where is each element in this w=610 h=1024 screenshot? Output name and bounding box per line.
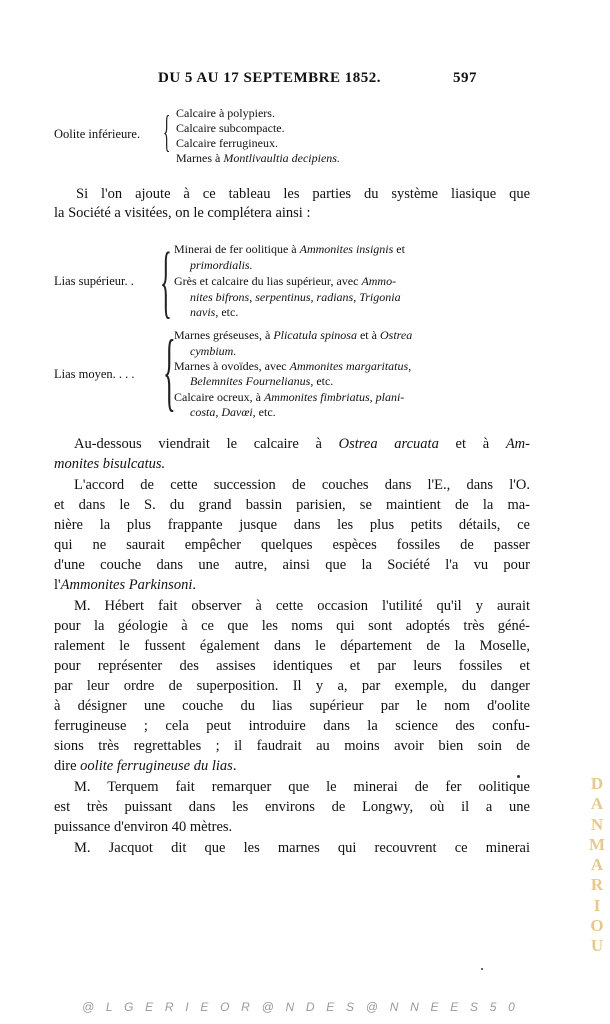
lias-moy-line: Marnes gréseuses, à Plicatula spinosa et à Ostrea (174, 328, 413, 342)
table1-label: Oolite inférieure. (54, 127, 141, 141)
page-number: 597 (453, 70, 477, 86)
p4-line: est très puissant dans les environs de Longwy, où il a une (54, 799, 530, 815)
p2-line: nière la plus frappante jusque dans les plus petits détails, ce (54, 517, 530, 533)
body-text (54, 434, 530, 858)
lias-moy-line: Calcaire ocreux, à Ammonites fimbriatus, plani- (174, 390, 405, 404)
table1-item: Calcaire subcompacte. (176, 121, 285, 135)
lias-sup-line: Minerai de fer oolitique à Ammonites insignis et (174, 242, 405, 256)
p5-line: M. Jacquot dit que les marnes qui recouvrent ce minerai (74, 840, 530, 856)
table1-item: Calcaire ferrugineux. (176, 136, 278, 150)
side-watermark: D A N M A R I O U (588, 774, 606, 956)
p3-line: M. Hébert fait observer à cette occasion l'utilité qu'il y aurait (74, 598, 530, 614)
p1-line: monites bisulcatus. (54, 456, 166, 472)
p4-line: M. Terquem fait remarquer que le minerai de fer oolitique (74, 779, 530, 795)
lias-moyen-label: Lias moyen. . . . (54, 367, 135, 381)
p2-line: d'une couche dans une autre, ainsi que la Société l'a vu pour (54, 557, 530, 573)
lias-moy-line: Belemnites Fournelianus, etc. (190, 374, 334, 388)
p2-line: et dans le S. du grand bassin parisien, se maintient de la ma- (54, 497, 530, 513)
lias-moyen-brace: { (163, 323, 176, 420)
p1-line: Au-dessous viendrait le calcaire à Ostrea arcuata et à Am- (74, 436, 530, 452)
p3-line: à désigner une couche du lias supérieur par le nom d'oolite (54, 698, 530, 714)
intro-paragraph (54, 186, 530, 222)
p2-line: L'accord de cette succession de couches dans l'E., dans l'O. (74, 477, 530, 493)
intro-line: Si l'on ajoute à ce tableau les parties du système liasique que (76, 186, 530, 202)
p3-line: pour la géologie à ce que les noms qui sont adoptés très géné- (54, 618, 530, 634)
stray-mark (517, 775, 520, 778)
lias-superieur-brace: { (160, 235, 172, 326)
p4-line: puissance d'environ 40 mètres. (54, 819, 233, 835)
lias-sup-line: nites bifrons, serpentinus, radians, Trigonia (190, 290, 401, 304)
lias-sup-line: primordialis. (190, 258, 253, 272)
p3-line: pour représenter des assises identiques et par leurs fossiles et (54, 658, 530, 674)
p2-line: l'Ammonites Parkinsoni. (54, 577, 196, 593)
stray-mark (481, 968, 483, 970)
p2-line: qui ne saurait empêcher quelques espèces fossiles de passer (54, 537, 530, 553)
lias-moy-line: costa, Davœi, etc. (190, 405, 276, 419)
lias-moy-line: Marnes à ovoïdes, avec Ammonites margaritatus, (174, 359, 412, 373)
table1-item: Marnes à Montlivaultia decipiens. (176, 151, 340, 165)
p3-line: par leur ordre de superposition. Il y a, par exemple, du danger (54, 678, 530, 694)
p3-line: ferrugineuse ; cela peut introduire dans la science des confu- (54, 718, 530, 734)
lias-sup-line: Grès et calcaire du lias supérieur, avec Ammo- (174, 274, 397, 288)
table1-item: Calcaire à polypiers. (176, 106, 275, 120)
table1-brace: { (163, 107, 171, 156)
lias-sup-line: navis, etc. (190, 305, 239, 319)
running-header: DU 5 AU 17 SEPTEMBRE 1852. (158, 70, 382, 86)
p3-line: dire oolite ferrugineuse du lias. (54, 758, 237, 774)
p3-line: ralement le fussent également dans le département de la Moselle, (54, 638, 530, 654)
intro-line: la Société a visitées, on le complétera ainsi : (54, 205, 311, 221)
lias-superieur-label: Lias supérieur. . (54, 274, 134, 288)
p3-line: sions très regrettables ; il faudrait au moins avoir bien soin de (54, 738, 530, 754)
lias-moy-line: cymbium. (190, 344, 237, 358)
bottom-watermark: @ L G E R I E O R @ N D E S @ N N E E S 5 0 (82, 1000, 519, 1014)
